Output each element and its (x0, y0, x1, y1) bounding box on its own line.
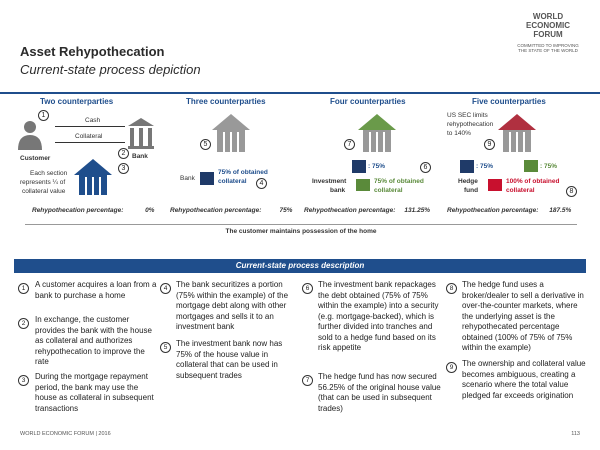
fund-label: fund (464, 187, 479, 194)
step-marker-9: 9 (484, 139, 495, 150)
pct-label-1: Rehypothecation percentage: 0% (32, 207, 155, 214)
represents-text: represents ¼ of (20, 179, 66, 186)
footer-text: WORLD ECONOMIC FORUM | 2016 (20, 431, 111, 437)
hedge-green-icon (524, 160, 538, 172)
desc-num-4: 4 (160, 283, 171, 294)
pct100-obtained: 100% of obtained (506, 178, 560, 185)
desc-step-4: The bank securitizes a portion (75% within the example) of the mortgage debt along with other mortgages and sells it to an investment bank (176, 280, 289, 331)
desc-num-9: 9 (446, 362, 457, 373)
cash-arrow (55, 126, 125, 127)
rehyp-text: rehypothecation (447, 121, 494, 128)
desc-step-6: The investment bank repackages the debt obtained (75% of 75% within the example) into a security (e.g. mortgage-backed), which is further divided into tranches and sold to a hedge fund based on its risk appetite (318, 280, 439, 352)
bank-navy-icon (200, 172, 214, 185)
page-title: Asset Rehypothecation (20, 44, 165, 59)
collateral-word-3: collateral (374, 187, 403, 194)
desc-num-3: 3 (18, 375, 29, 386)
pct75-obtained: 75% of obtained (218, 169, 268, 176)
desc-step-9: The ownership and collateral value becomes ambiguous, creating a scenario where the total value pledged far exceeds origination (462, 359, 586, 400)
step-marker-8: 8 (566, 186, 577, 197)
desc-num-6: 6 (302, 283, 313, 294)
pct75-inv: : 75% (368, 163, 385, 170)
pct-label-2: Rehypothecation percentage: 75% (170, 207, 293, 214)
collateral-label: Collateral (75, 133, 103, 140)
collateral-word-4: collateral (506, 187, 535, 194)
phase-four: Four counterparties (330, 97, 406, 106)
house-red-icon (496, 112, 538, 154)
possession-note: The customer maintains possession of the home (25, 224, 577, 238)
bank-word-label: bank (330, 187, 346, 194)
to140-text: to 140% (447, 130, 471, 137)
page-subtitle: Current-state process depiction (20, 62, 201, 77)
cash-label: Cash (85, 117, 101, 124)
pct75-hedge-a: : 75% (476, 163, 493, 170)
wef-logo: WORLD ECONOMIC FORUM COMMITTED TO IMPROVING THE STATE OF THE WORLD (517, 12, 579, 53)
desc-num-8: 8 (446, 283, 457, 294)
hedge-red-icon (488, 179, 502, 191)
step-marker-6: 6 (420, 162, 431, 173)
desc-step-3: During the mortgage repayment period, the bank may use the house as collateral in subsequent transactions (35, 372, 154, 413)
house-green-icon (356, 112, 398, 154)
collateral-value-text: collateral value (22, 188, 66, 195)
collateral-word-2: collateral (218, 178, 247, 185)
inv-bank-navy-icon (352, 160, 366, 173)
desc-step-8: The hedge fund uses a broker/dealer to sell a derivative in over-the-counter markets, where the underlying asset is the rehypothecated percentage obtained (100% of 75% of 75% within the example) (462, 280, 584, 352)
page-number: 113 (571, 431, 580, 437)
desc-step-1: A customer acquires a loan from a bank to purchase a home (35, 280, 157, 300)
step-marker-3: 3 (118, 163, 129, 174)
step-marker-7: 7 (344, 139, 355, 150)
desc-title: Current-state process description (14, 259, 586, 273)
sec-limits: US SEC limits (447, 112, 488, 119)
pct75-hedge-b: : 75% (540, 163, 557, 170)
desc-num-7: 7 (302, 375, 313, 386)
house-icon (72, 157, 114, 197)
hedge-navy-icon (460, 160, 474, 173)
desc-step-7: The hedge fund has now secured 56.25% of the original house value (that can be used in subsequent trades) (318, 372, 441, 413)
bank-label: Bank (132, 153, 148, 160)
step-marker-2: 2 (118, 148, 129, 159)
phase-two: Two counterparties (40, 97, 114, 106)
desc-step-2: In exchange, the customer provides the bank with the house as collateral and authorizes rehypothecation to improve the rate (35, 315, 152, 366)
phase-three: Three counterparties (186, 97, 266, 106)
customer-label: Customer (20, 155, 51, 162)
customer-icon (14, 118, 46, 150)
desc-num-5: 5 (160, 342, 171, 353)
house-gray-icon (210, 112, 252, 154)
step-marker-4: 4 (256, 178, 267, 189)
pct-label-3: Rehypothecation percentage: 131.25% (304, 207, 431, 214)
each-section-text: Each section (30, 170, 68, 177)
investment-label: Investment (312, 178, 347, 185)
phase-five: Five counterparties (472, 97, 546, 106)
divider (0, 92, 600, 94)
pct-label-4: Rehypothecation percentage: 187.5% (447, 207, 572, 214)
step-marker-5: 5 (200, 139, 211, 150)
bank2-label: Bank (180, 175, 195, 182)
desc-num-1: 1 (18, 283, 29, 294)
pct75-obtained-3: 75% of obtained (374, 178, 424, 185)
bank-icon (126, 116, 156, 150)
collateral-arrow (55, 142, 125, 143)
step-marker-1: 1 (38, 110, 49, 121)
hedge-label: Hedge (458, 178, 478, 185)
inv-green-icon (356, 179, 370, 191)
desc-step-5: The investment bank now has 75% of the house value in collateral that can be used in subsequent trades (176, 339, 283, 380)
desc-num-2: 2 (18, 318, 29, 329)
